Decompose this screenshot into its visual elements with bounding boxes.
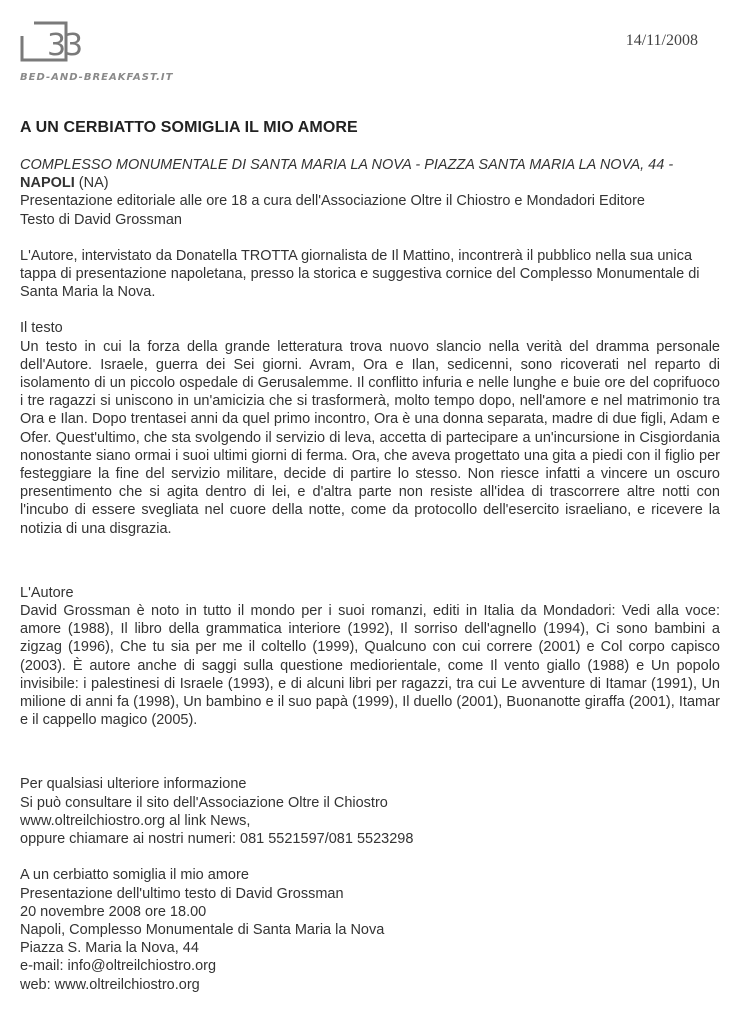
event-venue [20,156,720,192]
summary-web: web: www.oltreilchiostro.org [20,976,200,993]
svg-text:3: 3 [47,28,67,63]
info-line: oppure chiamare ai nostri numeri: 081 5521597/081 5523298 [20,831,414,848]
document-body [20,156,720,994]
info-line: www.oltreilchiostro.org al link News, [20,812,251,829]
intro-paragraph: L'Autore, intervistato da Donatella TROTTA giornalista de Il Mattino, incontrerà il pubblico nella sua unica tappa di presentazione napoletana, presso la storica e suggestiva cornice del Complesso Monumentale di Santa Maria la Nova. [20,247,700,301]
testo-heading: Il testo [20,320,63,337]
venue-province: (NA) [74,175,109,192]
venue-address: COMPLESSO MONUMENTALE DI SANTA MARIA LA NOVA - PIAZZA SANTA MARIA LA NOVA, 44 - [20,157,674,173]
document-date: 14/11/2008 [625,32,698,49]
venue-city: NAPOLI [20,175,75,192]
testo-paragraph: Un testo in cui la forza della grande letteratura trova nuovo slancio nella verità del dramma personale dell'Autore. Israele, guerra dei Sei giorni. Avram, Ora e Ilan, sedicenni, sono ricoverati nel reparto di isolamento di un piccolo ospedale di Gerusalemme. Il conflitto infuria e nelle lunghe e buie ore del coprifuoco i tre ragazzi si uniscono in un'amicizia che si trasformerà, molto tempo dopo, nell'amore e nel matrimonio tra Ora e Ilan. Dopo trentasei anni da quel primo incontro, Ora è una donna separata, madre di due figli, Adam e Ofer. Quest'ultimo, che sta svolgendo il servizio di leva, accetta di partecipare a un'incursione in Cisgiordania nonostante siano ormai i suoi ultimi giorni di ferma. Ora, che aveva progettato una gita a piedi con il figlio per festeggiare la fine del servizio militare, decide di partire lo stesso. Non riesce infatti a vincere un oscuro presentimento che si agita dentro di lei, e d'altra parte non resiste all'idea di trascorrere altre notti con l'incubo di essere svegliata nel cuore della notte, come da protocollo dell'esercito israeliano, e ricevere la notizia di una disgrazia. [20,338,720,537]
event-presentation: Presentazione editoriale alle ore 18 a cura dell'Associazione Oltre il Chiostro e Mondadori Editore [20,193,645,210]
site-logo [20,20,174,83]
summary-line: Napoli, Complesso Monumentale di Santa Maria la Nova [20,921,385,938]
logo-text: BED-AND-BREAKFAST.IT [20,72,174,83]
info-line: Per qualsiasi ulteriore informazione [20,776,247,793]
summary-line: Presentazione dell'ultimo testo di David Grossman [20,885,344,902]
autore-paragraph: David Grossman è noto in tutto il mondo per i suoi romanzi, editi in Italia da Mondadori: Vedi alla voce: amore (1988), Il libro della grammatica interiore (1992), Il sorriso dell'agnello (1994), Ci sono bambini a zigzag (1996), Che tu sia per me il coltello (1999), Qualcuno con cui correre (2001) e Col corpo capisco (2003). È autore anche di saggi sulla questione mediorientale, come Il vento giallo (1988) e Un popolo invisibile: i palestinesi di Israele (1993), e di alcuni libri per ragazzi, tra cui Le avventure di Itamar (1991), Un milione di anni fa (1998), Un bambino e il suo papà (1999), Il duello (2001), Buonanotte giraffa (2001), Itamar e il cappello magico (2005). [20,603,720,729]
event-author: Testo di David Grossman [20,211,182,228]
summary-line: 20 novembre 2008 ore 18.00 [20,903,207,920]
bb-logo-icon [20,20,90,66]
info-line: Si può consultare il sito dell'Associazione Oltre il Chiostro [20,794,388,811]
svg-text:3: 3 [64,28,84,63]
summary-email: e-mail: info@oltreilchiostro.org [20,958,217,975]
summary-line: Piazza S. Maria la Nova, 44 [20,940,199,957]
autore-heading: L'Autore [20,584,74,601]
summary-line: A un cerbiatto somiglia il mio amore [20,867,249,884]
page-title: A UN CERBIATTO SOMIGLIA IL MIO AMORE [20,119,358,136]
